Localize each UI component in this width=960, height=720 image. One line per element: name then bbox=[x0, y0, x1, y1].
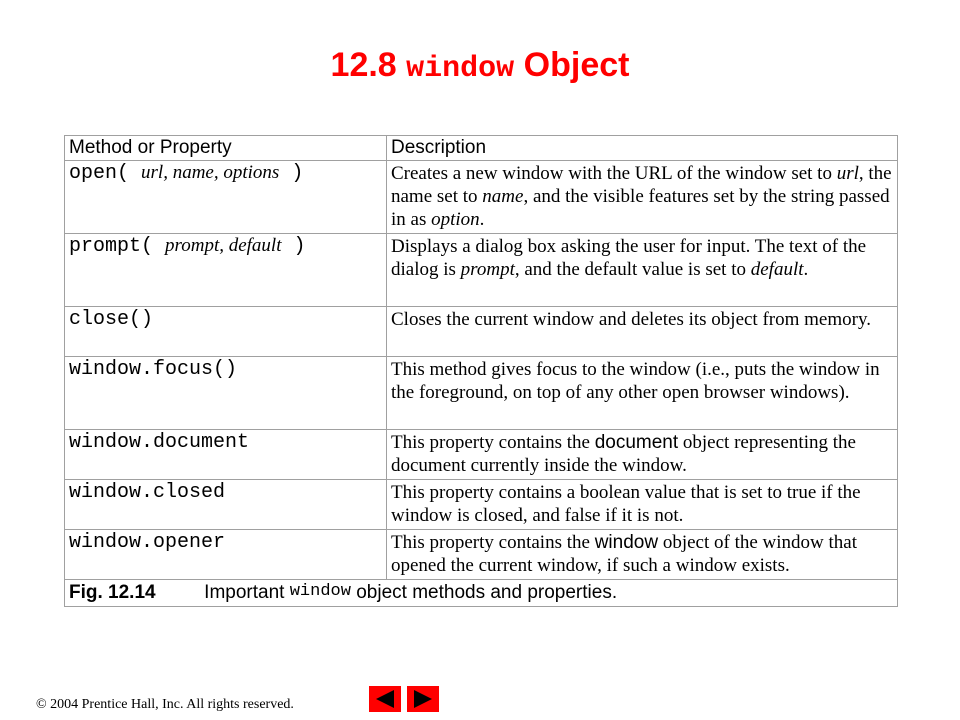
method-cell: window.closed bbox=[65, 480, 387, 530]
desc-text: , and the visible features set by the string passed in as bbox=[391, 186, 890, 230]
right-arrow-icon bbox=[407, 686, 439, 712]
table-row bbox=[65, 234, 898, 307]
desc-text: object of the window that opened the current window, if such a window exists. bbox=[391, 532, 857, 576]
method-name: open( bbox=[69, 162, 130, 185]
method-cell bbox=[65, 161, 387, 234]
caption-fig-label: Fig. 12.14 bbox=[69, 582, 156, 603]
desc-italic: name bbox=[482, 186, 524, 207]
method-cell: window.focus() bbox=[65, 357, 387, 430]
header-method: Method or Property bbox=[65, 136, 387, 161]
method-args: prompt, default bbox=[165, 235, 282, 256]
method-cell bbox=[65, 234, 387, 307]
desc-code: window bbox=[594, 532, 659, 553]
method-close: ) bbox=[291, 162, 304, 185]
description-cell bbox=[387, 161, 898, 234]
table-row bbox=[65, 530, 898, 580]
table-caption-row bbox=[65, 580, 898, 607]
table-row bbox=[65, 161, 898, 234]
desc-italic: prompt bbox=[460, 259, 515, 280]
caption-text: object methods and properties. bbox=[356, 582, 618, 603]
caption-text: Important bbox=[204, 582, 285, 603]
desc-text: object representing the document currently inside the window. bbox=[391, 432, 856, 476]
previous-slide-button[interactable] bbox=[369, 686, 401, 712]
description-cell bbox=[387, 430, 898, 480]
method-cell: window.document bbox=[65, 430, 387, 480]
desc-text: This property contains the bbox=[391, 532, 595, 553]
desc-code: document bbox=[594, 432, 679, 453]
slide-title bbox=[0, 46, 960, 86]
table-row bbox=[65, 307, 898, 357]
desc-text: , and the default value is set to bbox=[514, 259, 751, 280]
desc-italic: url bbox=[836, 163, 859, 184]
desc-italic: option bbox=[431, 209, 480, 230]
header-description: Description bbox=[387, 136, 898, 161]
table-row bbox=[65, 357, 898, 430]
description-cell: This property contains a boolean value that is set to true if the window is closed, and false if it is not. bbox=[387, 480, 898, 530]
table-header-row bbox=[65, 136, 898, 161]
next-slide-button[interactable] bbox=[407, 686, 439, 712]
method-cell: window.opener bbox=[65, 530, 387, 580]
copyright-footer: © 2004 Prentice Hall, Inc. All rights reserved. bbox=[36, 697, 294, 712]
caption-code: window bbox=[289, 582, 351, 601]
table-row bbox=[65, 430, 898, 480]
figure-caption bbox=[65, 580, 898, 607]
description-cell: Closes the current window and deletes its object from memory. bbox=[387, 307, 898, 357]
description-cell bbox=[387, 234, 898, 307]
method-name: prompt( bbox=[69, 235, 154, 258]
desc-text: , the name set to bbox=[391, 163, 892, 207]
method-cell: close() bbox=[65, 307, 387, 357]
table-row bbox=[65, 480, 898, 530]
desc-text: Displays a dialog box asking the user for input. The text of the dialog is bbox=[391, 236, 867, 280]
description-cell bbox=[387, 530, 898, 580]
desc-text: This property contains the bbox=[391, 432, 595, 453]
method-close: ) bbox=[293, 235, 306, 258]
title-number: 12.8 bbox=[330, 46, 397, 84]
method-args: url, name, options bbox=[141, 162, 280, 183]
desc-text: . bbox=[479, 209, 485, 230]
desc-italic: default bbox=[750, 259, 804, 280]
desc-text: Creates a new window with the URL of the window set to bbox=[391, 163, 837, 184]
left-arrow-icon bbox=[369, 686, 401, 712]
title-rest: Object bbox=[523, 46, 630, 84]
methods-table bbox=[64, 135, 898, 607]
title-code: window bbox=[406, 52, 515, 86]
desc-text: . bbox=[803, 259, 809, 280]
description-cell: This method gives focus to the window (i.e., puts the window in the foreground, on top of any other open browser windows). bbox=[387, 357, 898, 430]
